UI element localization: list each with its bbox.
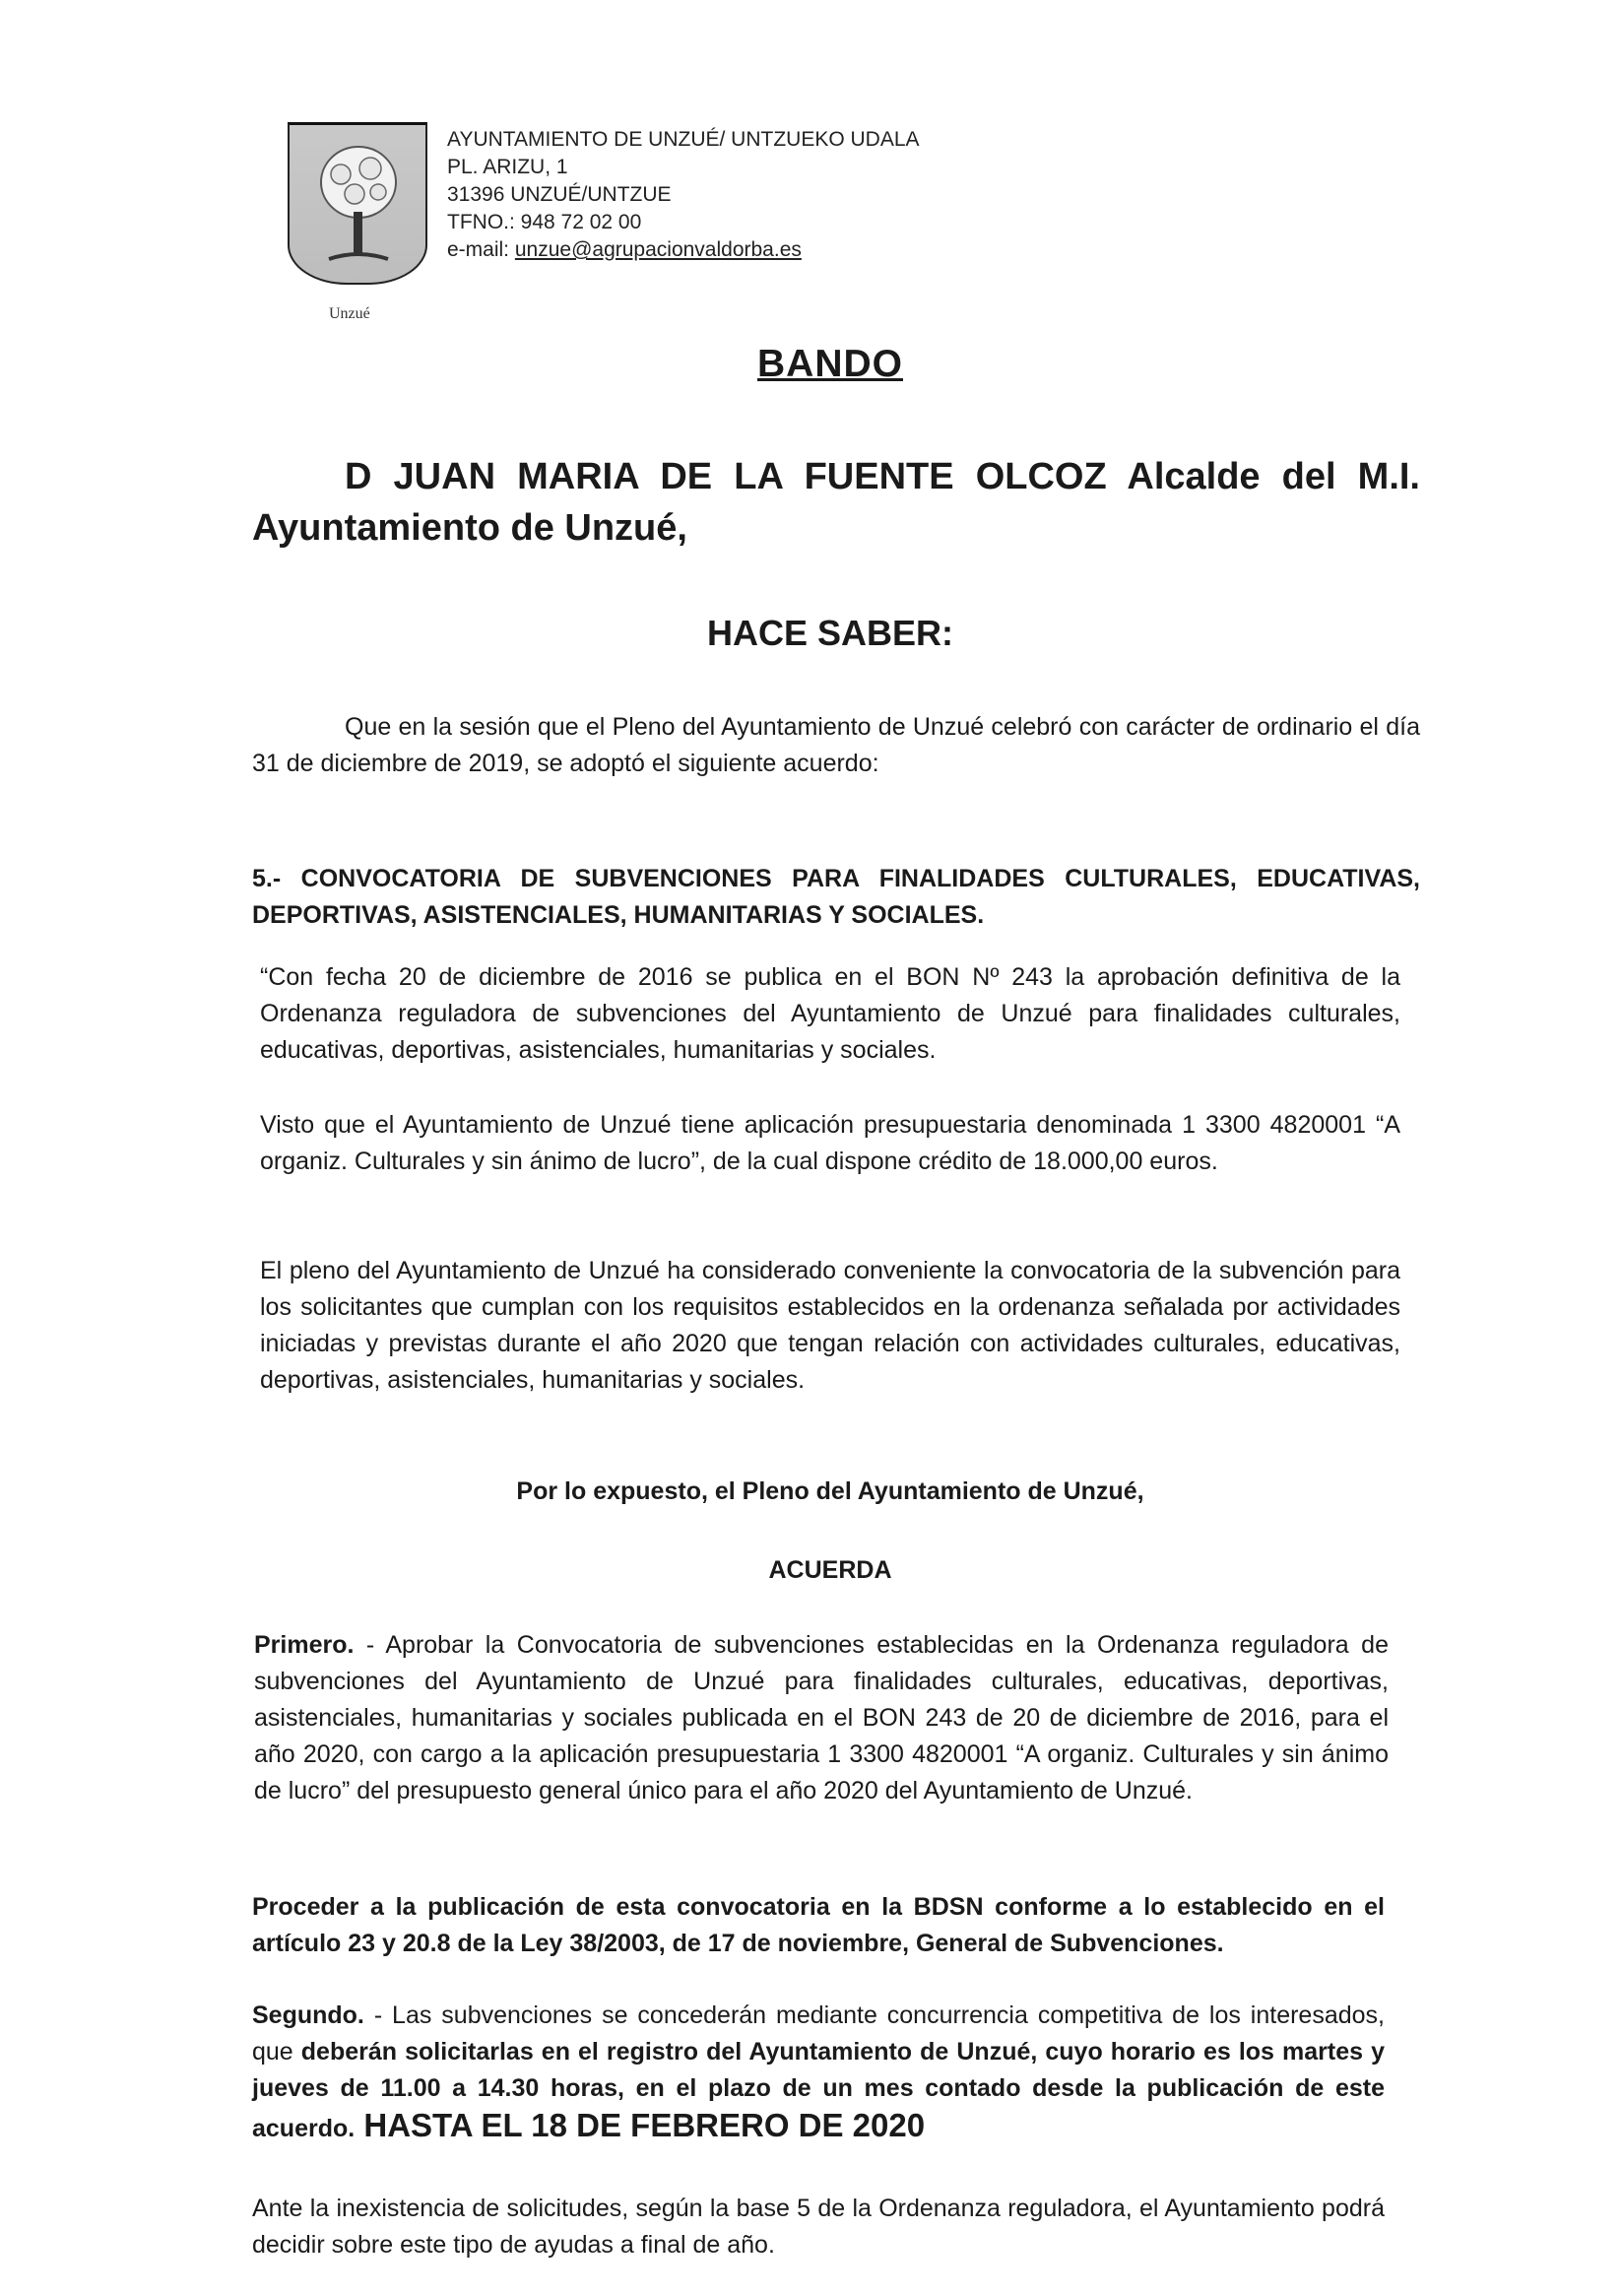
org-phone: TFNO.: 948 72 02 00 [447, 211, 642, 233]
intro-paragraph: Que en la sesión que el Pleno del Ayuntamiento de Unzué celebró con carácter de ordinario el día 31 de diciembre de 2019, se adoptó el siguiente acuerdo: [252, 713, 1420, 777]
section-heading: 5.- CONVOCATORIA DE SUBVENCIONES PARA FINALIDADES CULTURALES, EDUCATIVAS, DEPORTIVAS, ASISTENCIALES, HUMANITARIAS Y SOCIALES. [252, 865, 1420, 929]
segundo-text-a: - Las subvenciones se concederán mediante concurrencia competitiva de los interesados, que [252, 2001, 1385, 2066]
page-title: BANDO [757, 343, 903, 385]
por-lo-expuesto: Por lo expuesto, el Pleno del Ayuntamiento de Unzué, [516, 1477, 1144, 1505]
segundo-deadline: HASTA EL 18 DE FEBRERO DE 2020 [355, 2107, 926, 2143]
org-email-line [447, 236, 920, 264]
municipal-crest [288, 122, 427, 285]
org-postal: 31396 UNZUÉ/UNTZUE [447, 183, 672, 206]
hace-saber-heading: HACE SABER: [706, 613, 953, 653]
tree-icon [290, 125, 425, 283]
mayor-line [252, 451, 1420, 554]
primero-text: - Aprobar la Convocatoria de subvenciones establecidas en la Ordenanza reguladora de subvenciones del Ayuntamiento de Unzué para finalidades culturales, educativas, deportivas, asistenciales, humanitarias y sociales publicada en el BON 243 de 20 de diciembre de 2016, para el año 2020, con cargo a la aplicación presupuestaria 1 3300 4820001 “A organiz. Culturales y sin ánimo de lucro” del presupuesto general único para el año 2020 del Ayuntamiento de Unzué. [254, 1631, 1389, 1804]
paragraph-1: “Con fecha 20 de diciembre de 2016 se publica en el BON Nº 243 la aprobación definitiva de la Ordenanza reguladora de subvenciones del Ayuntamiento de Unzué para finalidades culturales, educativas, deportivas, asistenciales, humanitarias y sociales. [260, 963, 1400, 1064]
proceder-paragraph: Proceder a la publicación de esta convocatoria en la BDSN conforme a lo establecido en el artículo 23 y 20.8 de la Ley 38/2003, de 17 de noviembre, General de Subvenciones. [252, 1893, 1385, 1957]
acuerda-heading: ACUERDA [768, 1556, 892, 1584]
email-label: e-mail: [447, 238, 515, 261]
primero-label: Primero. [254, 1631, 355, 1659]
paragraph-2: Visto que el Ayuntamiento de Unzué tiene aplicación presupuestaria denominada 1 3300 4820001 “A organiz. Culturales y sin ánimo de lucro”, de la cual dispone crédito de 18.000,00 euros. [260, 1111, 1400, 1175]
mayor-text: D JUAN MARIA DE LA FUENTE OLCOZ Alcalde del M.I. Ayuntamiento de Unzué, [252, 456, 1420, 549]
closing-paragraph: Ante la inexistencia de solicitudes, según la base 5 de la Ordenanza reguladora, el Ayuntamiento podrá decidir sobre este tipo de ayudas a final de año. [252, 2195, 1385, 2259]
org-address: PL. ARIZU, 1 [447, 156, 568, 178]
org-name: AYUNTAMIENTO DE UNZUÉ/ UNTZUEKO UDALA [447, 128, 920, 151]
primero-paragraph [254, 1627, 1389, 1809]
segundo-text-b: deberán solicitarlas en el registro del Ayuntamiento de Unzué, cuyo horario es los martes y jueves de 11.00 a 14.30 horas, en el plazo de un mes contado desde la publicación de este acuerdo. [252, 2038, 1385, 2142]
letterhead [447, 126, 920, 264]
segundo-paragraph [252, 1998, 1385, 2147]
crest-caption: Unzué [329, 305, 370, 322]
paragraph-3: El pleno del Ayuntamiento de Unzué ha considerado conveniente la convocatoria de la subvención para los solicitantes que cumplan con los requisitos establecidos en la ordenanza señalada por actividades iniciadas y previstas durante el año 2020 que tengan relación con actividades culturales, educativas, deportivas, asistenciales, humanitarias y sociales. [260, 1257, 1400, 1394]
email-link[interactable]: unzue@agrupacionvaldorba.es [514, 238, 802, 261]
segundo-label: Segundo. [252, 2001, 364, 2029]
